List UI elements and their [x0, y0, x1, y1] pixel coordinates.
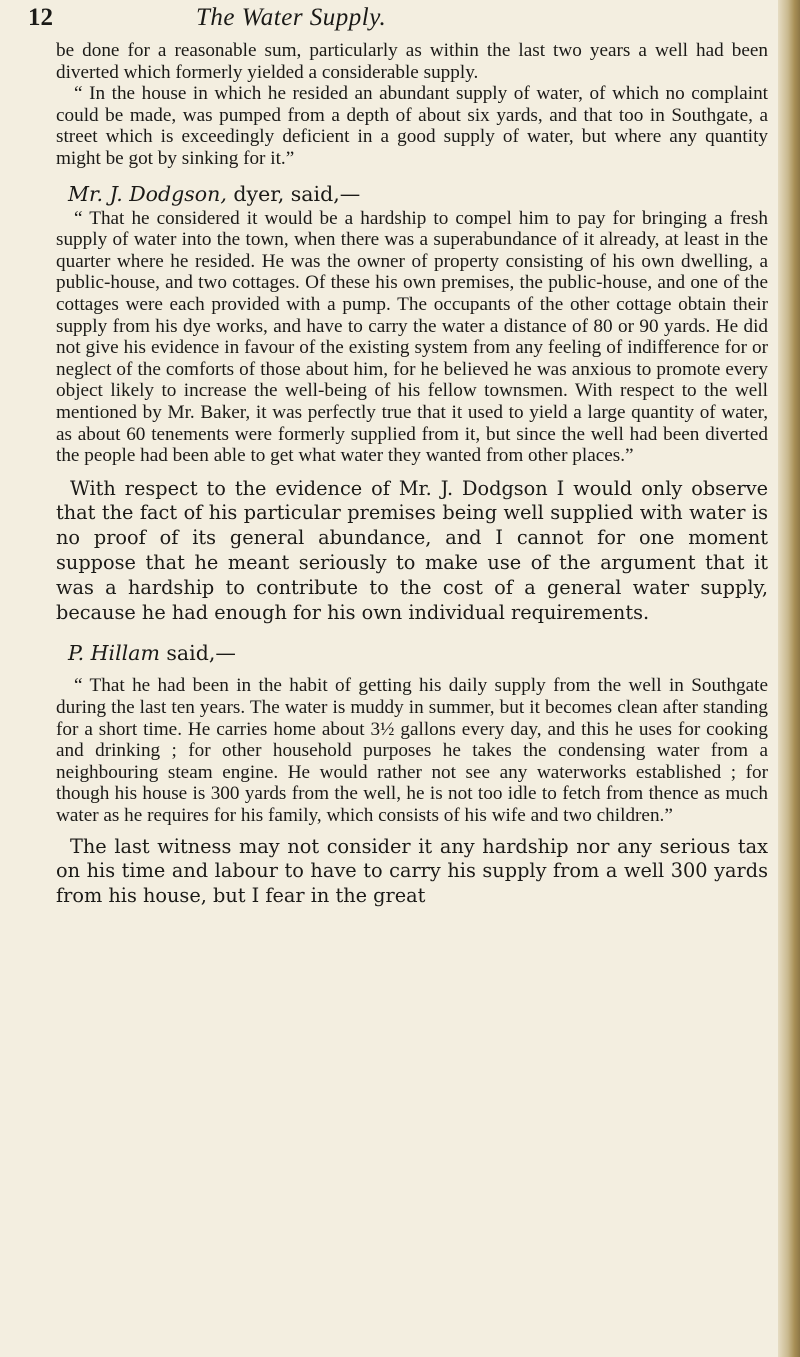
running-head: The Water Supply.: [196, 4, 387, 31]
paragraph-6: The last witness may not consider it any hardship nor any serious tax on his time and labour to have to carry his supply from a well 300 yards from his house, but I fear in the great: [56, 834, 768, 908]
page-body: [56, 40, 768, 909]
page-number: 12: [28, 4, 53, 31]
paragraph-2: “ In the house in which he resided an abundant supply of water, of which no complaint could be made, was pumped from a depth of about six yards, and that too in Southgate, a street which is exceedingly deficient in a good supply of water, but where any quantity might be got by sinking for it.”: [56, 83, 768, 169]
speaker-hillam-rest: said,—: [159, 641, 236, 666]
speaker-hillam: [56, 639, 768, 667]
paragraph-3: “ That he considered it would be a hardship to compel him to pay for bringing a fresh supply of water into the town, when there was a superabundance of it already, at least in the quarter where he resided. He was the owner of property consisting of his own dwelling, a public-house, and two cottages. Of these his own premises, the public-house, and one of the cottages were each provided with a pump. The occupants of the other cottage obtain their supply from his dye works, and have to carry the water a distance of 80 or 90 yards. He did not give his evidence in favour of the existing system from any feeling of indifference for or neglect of the comforts of those about him, for he believed he was anxious to promote every object likely to increase the well-being of his fellow townsmen. With respect to the well mentioned by Mr. Baker, it was perfectly true that it used to yield a large quantity of water, as about 60 tenements were formerly supplied from it, but since the well had been diverted the people had been able to get what water they wanted from other places.”: [56, 207, 768, 467]
page-edge: [778, 0, 800, 1357]
speaker-hillam-name: P. Hillam: [68, 641, 160, 666]
paragraph-1: be done for a reasonable sum, particularly as within the last two years a well had been diverted which formerly yielded a considerable supply.: [56, 40, 768, 83]
paragraph-4: With respect to the evidence of Mr. J. Dodgson I would only observe that the fact of his particular premises being well supplied with water is no proof of its general abundance, and I cannot for one moment suppose that he meant seriously to make use of the argument that it was a hardship to contribute to the cost of a general water supply, because he had enough for his own individual requirements.: [56, 476, 768, 624]
page-header: [28, 4, 768, 32]
speaker-dodgson: [56, 180, 768, 208]
paragraph-5: “ That he had been in the habit of getting his daily supply from the well in Southgate during the last ten years. The water is muddy in summer, but it becomes clean after standing for a short time. He carries home about 3½ gallons every day, and this he uses for cooking and drinking ; for other household purposes he takes the condensing water from a neighbouring steam engine. He would rather not see any waterworks established ; for though his house is 300 yards from the well, he is not too idle to fetch from thence as much water as he requires for his family, which consists of his wife and two children.”: [56, 675, 768, 827]
speaker-dodgson-name: Mr. J. Dodgson,: [68, 181, 227, 206]
speaker-dodgson-rest: dyer, said,—: [226, 181, 361, 206]
